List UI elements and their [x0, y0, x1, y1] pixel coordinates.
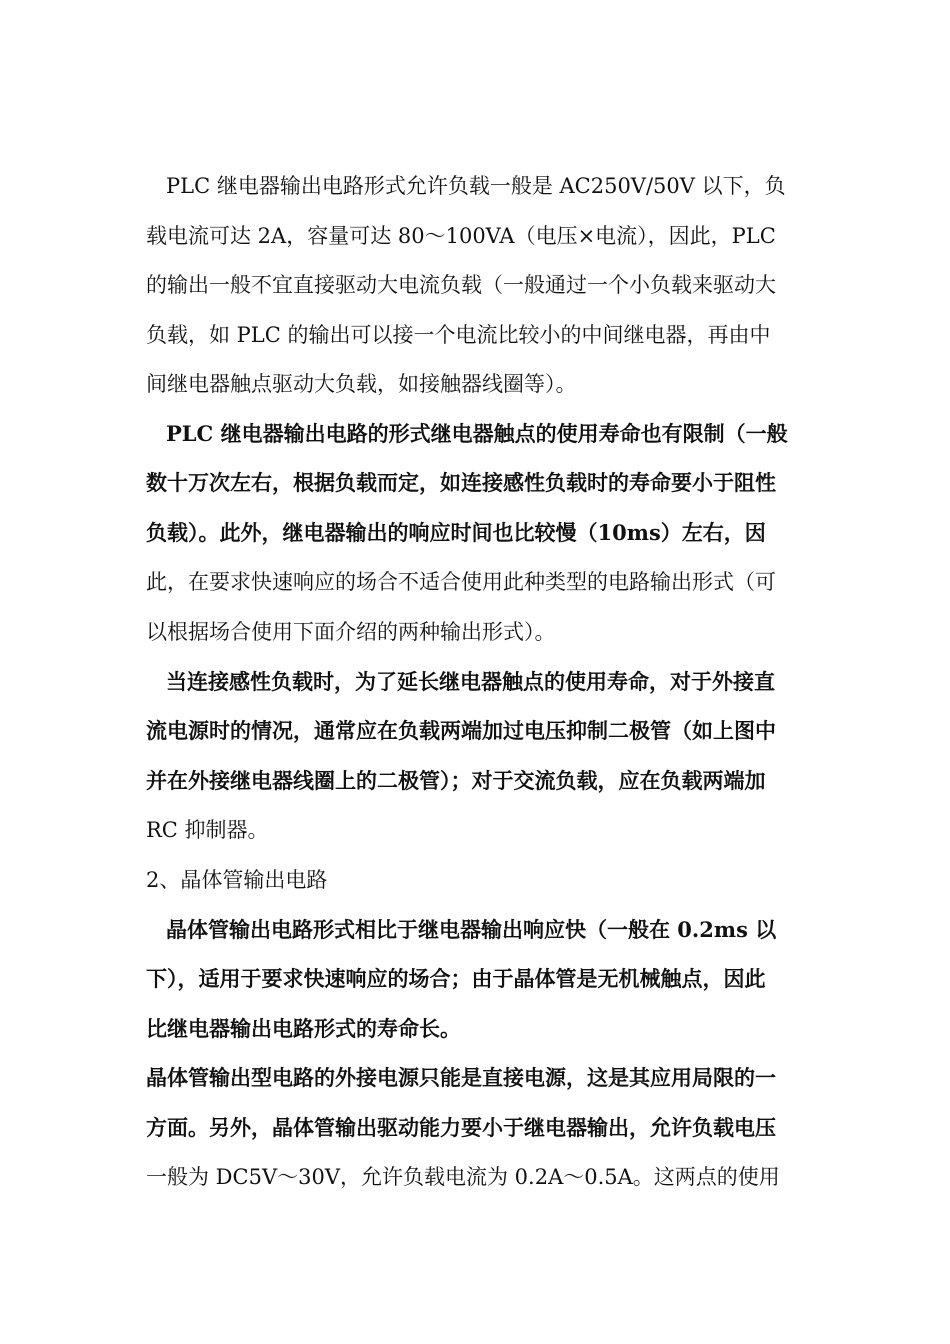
paragraph-line: 载电流可达 2A，容量可达 80～100VA（电压×电流），因此，PLC — [146, 224, 776, 248]
paragraph-line: 此，在要求快速响应的场合不适合使用此种类型的电路输出形式（可 — [146, 570, 776, 594]
paragraph-line: 当连接感性负载时，为了延长继电器触点的使用寿命，对于外接直 — [166, 669, 775, 694]
paragraph-line: RC 抑制器。 — [146, 818, 269, 842]
paragraph-line: 比继电器输出电路形式的寿命长。 — [146, 1016, 461, 1041]
paragraph-line: 间继电器触点驱动大负载，如接触器线圈等）。 — [146, 372, 577, 396]
paragraph-line: 流电源时的情况，通常应在负载两端加过电压抑制二极管（如上图中 — [146, 718, 776, 743]
paragraph-line: 负载，如 PLC 的输出可以接一个电流比较小的中间继电器，再由中 — [146, 323, 771, 347]
paragraph-line: 晶体管输出型电路的外接电源只能是直接电源，这是其应用局限的一 — [146, 1065, 776, 1090]
paragraph-line: 负载）。此外，继电器输出的响应时间也比较慢（10ms）左右，因 — [146, 520, 766, 545]
paragraph-line: 晶体管输出电路形式相比于继电器输出响应快（一般在 0.2ms 以 — [166, 917, 777, 942]
paragraph-line: 下），适用于要求快速响应的场合；由于晶体管是无机械触点，因此 — [146, 966, 766, 991]
paragraph-line: 的输出一般不宜直接驱动大电流负载（一般通过一个小负载来驱动大 — [146, 273, 776, 297]
section-heading: 2、晶体管输出电路 — [146, 868, 328, 892]
paragraph-line: PLC 继电器输出电路形式允许负载一般是 AC250V/50V 以下，负 — [166, 174, 786, 198]
paragraph-line: 数十万次左右，根据负载而定，如连接感性负载时的寿命要小于阻性 — [146, 470, 776, 495]
paragraph-line: 一般为 DC5V～30V，允许负载电流为 0.2A～0.5A。这两点的使用 — [146, 1165, 780, 1189]
paragraph-line: 并在外接继电器线圈上的二极管）；对于交流负载，应在负载两端加 — [146, 768, 766, 793]
paragraph-line: 方面。另外，晶体管输出驱动能力要小于继电器输出，允许负载电压 — [146, 1115, 776, 1140]
paragraph-line: 以根据场合使用下面介绍的两种输出形式）。 — [146, 620, 556, 644]
paragraph-line: PLC 继电器输出电路的形式继电器触点的使用寿命也有限制（一般 — [166, 421, 788, 446]
